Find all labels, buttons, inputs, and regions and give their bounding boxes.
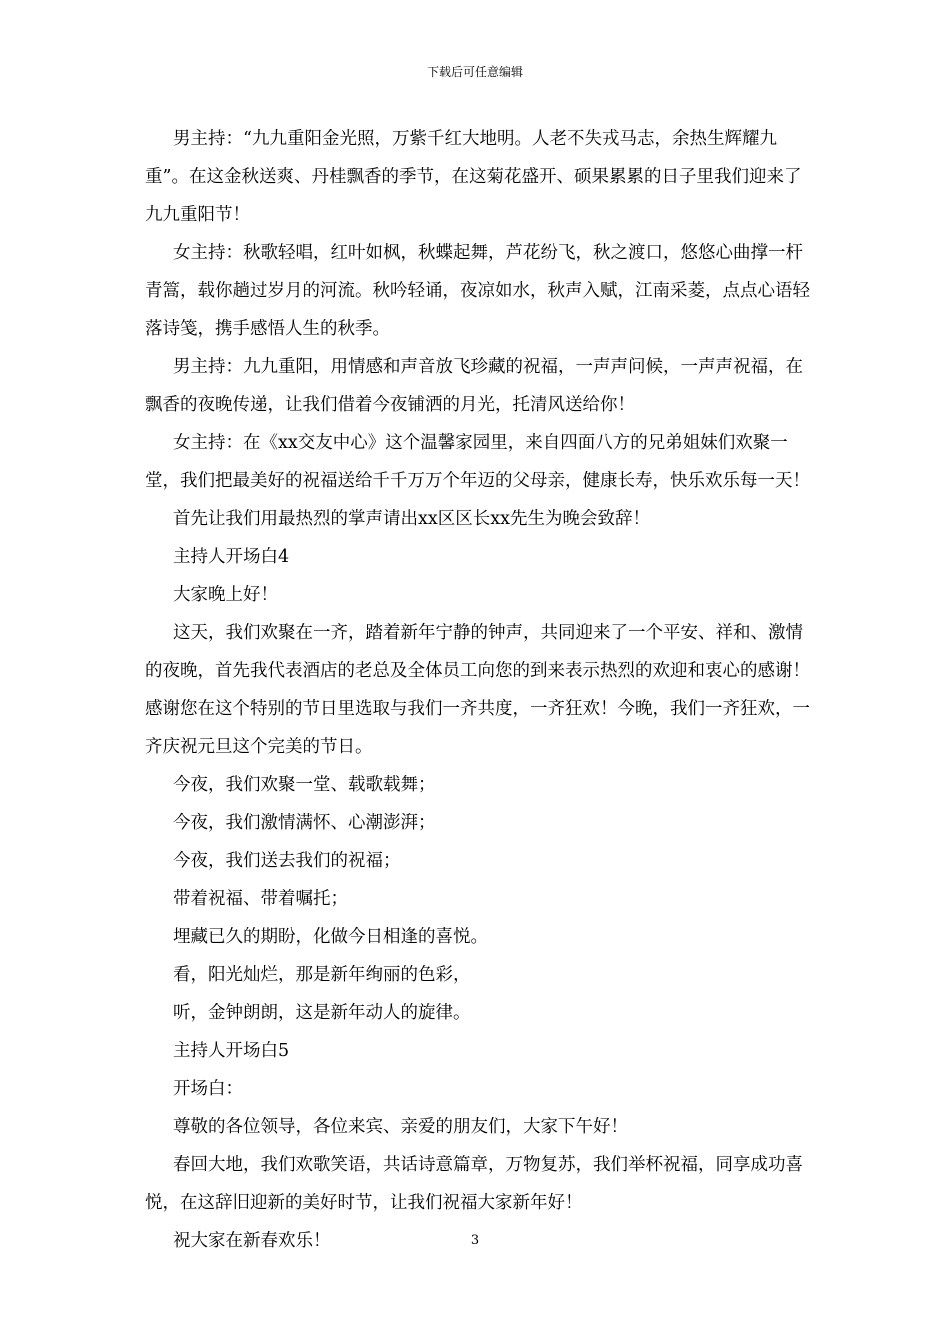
paragraph: 首先让我们用最热烈的掌声请出xx区区长xx先生为晚会致辞！ [173,509,650,529]
section-heading: 主持人开场白4 [173,547,290,567]
paragraph: 这天，我们欢聚在一齐，踏着新年宁静的钟声，共同迎来了一个平安、祥和、激情的夜晚，首先我代表酒店的老总及全体员工向您的到来表示热烈的欢迎和衷心的感谢！感谢您在这个特别的节日里选取与我们一齐共度，一齐狂欢！今晚，我们一齐狂欢，一齐庆祝元旦这个完美的节日。 [145,623,810,757]
document-body [145,120,810,1260]
paragraph: 尊敬的各位领导，各位来宾、亲爱的朋友们，大家下午好！ [173,1117,628,1137]
paragraph: 大家晚上好！ [173,585,278,605]
page-number: 3 [470,1233,480,1248]
paragraph: 今夜，我们送去我们的祝福； [173,851,401,871]
paragraph: 男主持：九九重阳，用情感和声音放飞珍藏的祝福，一声声问候，一声声祝福，在飘香的夜晚传递，让我们借着今夜铺洒的月光，托清风送给你！ [145,357,803,415]
paragraph: 开场白： [173,1079,243,1099]
paragraph: 女主持：在《xx交友中心》这个温馨家园里，来自四面八方的兄弟姐妹们欢聚一堂，我们把最美好的祝福送给千千万万个年迈的父母亲，健康长寿，快乐欢乐每一天！ [145,433,810,491]
paragraph: 埋藏已久的期盼，化做今日相逢的喜悦。 [173,927,488,947]
paragraph: 男主持：“九九重阳金光照，万紫千红大地明。人老不失戎马志，余热生辉耀九重”。在这金秋送爽、丹桂飘香的季节，在这菊花盛开、硕果累累的日子里我们迎来了九九重阳节！ [145,129,802,225]
paragraph: 祝大家在新春欢乐！ [173,1231,331,1251]
paragraph: 听，金钟朗朗，这是新年动人的旋律。 [173,1003,471,1023]
page-header: 下载后可任意编辑 [426,65,523,79]
paragraph: 女主持：秋歌轻唱，红叶如枫，秋蝶起舞，芦花纷飞，秋之渡口，悠悠心曲撑一杆青篙，载你趟过岁月的河流。秋吟轻诵，夜凉如水，秋声入赋，江南采菱，点点心语轻落诗笺，携手感悟人生的秋季。 [145,243,810,339]
section-heading: 主持人开场白5 [173,1041,290,1061]
paragraph: 春回大地，我们欢歌笑语，共话诗意篇章，万物复苏，我们举杯祝福，同享成功喜悦，在这辞旧迎新的美好时节，让我们祝福大家新年好！ [145,1155,803,1213]
paragraph: 今夜，我们激情满怀、心潮澎湃； [173,813,436,833]
paragraph: 今夜，我们欢聚一堂、载歌载舞； [173,775,436,795]
paragraph: 带着祝福、带着嘱托； [173,889,348,909]
paragraph: 看，阳光灿烂，那是新年绚丽的色彩， [173,965,471,985]
